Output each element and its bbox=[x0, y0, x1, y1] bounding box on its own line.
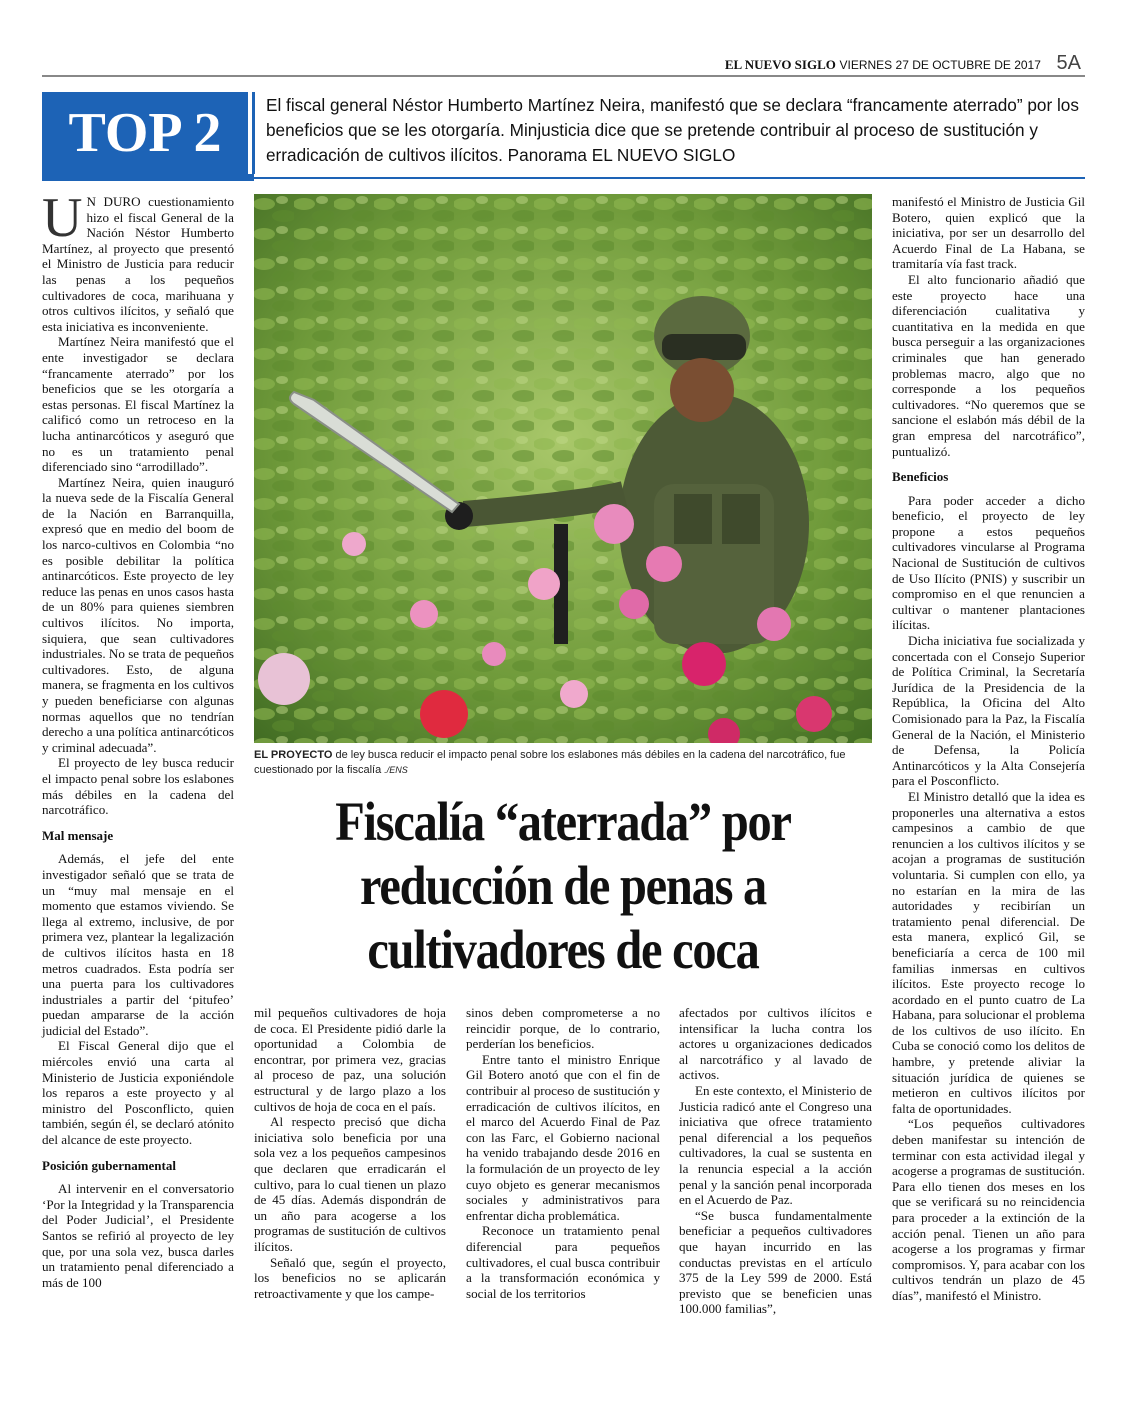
page-number: 5A bbox=[1056, 52, 1081, 74]
paragraph: El proyecto de ley busca reducir el impacto penal sobre los eslabones más débiles en la cadena del narcotráfico. bbox=[42, 755, 234, 818]
paragraph: Además, el jefe del ente investigador señaló que se trata de un “muy mal mensaje en el momento que estamos viviendo. Se llega al extremo, inclusive, de por primera vez, plantear la legalización de cultivos ilícitos hasta en 18 metros cuadrados. Esta podría ser una puerta para los cultivadores industriales a partir del ‘pitufeo’ puedan ampararse de la acción judicial del Estado”. bbox=[42, 851, 234, 1038]
drop-cap: U bbox=[42, 187, 83, 249]
soldier-in-poppy-field-image bbox=[254, 194, 872, 743]
photo-caption bbox=[254, 748, 872, 778]
paragraph: N DURO cuestionamiento hizo el fiscal General de la Nación Néstor Humberto Martínez, al proyecto que presentó el Ministro de Justicia para reducir las penas a los pequeños cultivadores de coca, marihuana y otros cultivos ilícitos, y señaló que esta iniciativa es inconveniente. bbox=[42, 194, 234, 334]
paragraph: Martínez Neira, quien inauguró la nueva sede de la Fiscalía General de la Nación en Barranquilla, expresó que en medio del boom de los narco-cultivos en Colombia “no es posible debilitar la política antinarcóticos. Este proyecto de ley reduce las penas en unos casos hasta de un 80% para quienes siembren cultivos ilícitos. No importa, siquiera, que sean cultivadores industriales. No se trata de pequeños cultivadores. Esto, de alguna manera, se fragmenta en los cultivos y pueden beneficiarse con algunas normas aquellos que no tendrían derecho a una política antinarcóticos y criminal adecuada”. bbox=[42, 474, 234, 755]
top-rule bbox=[42, 75, 1085, 77]
paragraph: manifestó el Ministro de Justicia Gil Botero, quien explicó que la iniciativa, por ser un desarrollo del Acuerdo Final de La Habana, se tramitaría vía fast track. bbox=[892, 194, 1085, 272]
subheading: Mal mensaje bbox=[42, 827, 114, 843]
paragraph: Señaló que, según el proyecto, los beneficios no se aplicarán retroactivamente y que los campe- bbox=[254, 1254, 446, 1301]
paragraph: El Fiscal General dijo que el miércoles envió una carta al Ministerio de Justicia exponiéndole los reparos a este proyecto y al ministro del Posconflicto, quien también, según él, se declaró atónito del alcance de este proyecto. bbox=[42, 1038, 234, 1148]
lead-rule bbox=[254, 177, 1085, 179]
article-column-5 bbox=[892, 194, 1085, 1304]
paragraph: Dicha iniciativa fue socializada y concertada con el Consejo Superior de Política Criminal, la Secretaría Jurídica de la Presidencia de la República, la Oficina del Alto Comisionado para la Paz, la Fiscalía General de la Nación, el Ministerio de Defensa, la Policía Antinarcóticos y la Alta Consejería para el Posconflicto. bbox=[892, 633, 1085, 789]
subheading: Beneficios bbox=[892, 469, 949, 485]
paragraph: Al intervenir en el conversatorio ‘Por la Integridad y la Transparencia del Poder Judicial’, el Presidente Santos se refirió al proyecto de ley que, por una sola vez, busca darles un tratamiento penal diferenciado a más de 100 bbox=[42, 1181, 234, 1290]
paragraph: mil pequeños cultivadores de hoja de coca. El Presidente pidió darle la oportunidad a Colombia de encontrar, por primera vez, gracias al proceso de paz, una solución estructural y de largo plazo a los cultivos de hoja de coca en el país. bbox=[254, 1005, 446, 1114]
subheading: Posición gubernamental bbox=[42, 1157, 176, 1173]
masthead bbox=[725, 52, 1081, 75]
paragraph: afectados por cultivos ilícitos e intensificar la lucha contra los actores u organizaciones dedicados al narcotráfico y al lavado de activos. bbox=[679, 1005, 872, 1083]
paragraph: “Los pequeños cultivadores deben manifestar su intención de terminar con esta actividad ilegal y acogerse a programas de sustitución. Para ello tienen dos meses en los que se verificará su no reincidencia para proceder a la extinción de la acción penal. Tienen un año para acogerse a los programas y firmar compromisos. Y, para acabar con los cultivos tendrán un plazo de 45 días”, manifestó el Ministro. bbox=[892, 1116, 1085, 1303]
article-column-4 bbox=[679, 1005, 872, 1317]
paragraph: En este contexto, el Ministerio de Justicia radicó ante el Congreso una iniciativa que ofrece tratamiento penal diferencial a los pequeños cultivadores, la cual se sustenta en la renuncia especial a la acción penal y la sanción penal incorporada en el Acuerdo de Paz. bbox=[679, 1082, 872, 1208]
article-photo bbox=[254, 194, 872, 743]
paragraph: El alto funcionario añadió que este proyecto hace una diferenciación cualitativa y cuantitativa en la medida en que busca perseguir a las organizaciones criminales que han generado problemas macro, algo que no corresponde a los pequeños cultivadores. “No queremos que se sancione el eslabón más débil de la gran empresa del narcotráfico”, puntualizó. bbox=[892, 271, 1085, 459]
paragraph: “Se busca fundamentalmente beneficiar a pequeños cultivadores que hayan incurrido en las conductas previstas en el artículo 375 de la Ley 599 de 2000. Está previsto que se beneficien unas 100.000 familias”, bbox=[679, 1207, 872, 1317]
caption-label: EL PROYECTO bbox=[254, 749, 333, 761]
paragraph: sinos deben comprometerse a no reincidir porque, de lo contrario, perderían los beneficios. bbox=[466, 1005, 660, 1052]
paragraph: Martínez Neira manifestó que el ente investigador se declara “francamente aterrado” por los beneficios que se les otorgaría a estas personas. El fiscal Martínez la calificó como un retroceso en la lucha antinarcóticos y aseguró que no es un tratamiento penal diferenciado sino “arrodillado”. bbox=[42, 334, 234, 475]
photo-credit: ./ENS bbox=[384, 765, 408, 775]
lead-summary: El fiscal general Néstor Humberto Martínez Neira, manifestó que se declara “francamente aterrado” por los beneficios que se les otorgaría. Minjusticia dice que se pretende contribuir al proceso de sustitución y erradicación de cultivos ilícitos. Panorama EL NUEVO SIGLO bbox=[266, 95, 1079, 165]
section-badge: TOP 2 bbox=[42, 92, 248, 174]
issue-date: VIERNES 27 DE OCTUBRE DE 2017 bbox=[839, 58, 1041, 72]
paragraph: Reconoce un tratamiento penal diferencial para pequeños cultivadores, el cual busca contribuir a la transformación económica y social de los territorios bbox=[466, 1223, 660, 1301]
article-column-1 bbox=[42, 187, 234, 1290]
caption-text: de ley busca reducir el impacto penal sobre los eslabones más débiles en la cadena del narcotráfico, fue cuestionado por la fiscalía bbox=[254, 749, 846, 776]
paragraph: El Ministro detalló que la idea es proponerles una alternativa a estos campesinos a cambio de que renuncien a los cultivos ilícitos y se acojan a programas de sustitución voluntaria. Si cumplen con ello, ya no estarían en la mira de las autoridades y recibirían un tratamiento penal diferencial. De esta manera, explicó Gil, se beneficiaría a cerca de 100 mil familias inmersas en cultivos ilícitos. Este proyecto recoge lo acordado en el punto cuatro de La Habana, para solucionar el problema de los cultivos de uso ilícito. En Cuba se conoció como los delitos de hambre, y pretende aliviar la situación jurídica de quienes se metieron en cultivos ilícitos por falta de oportunidades. bbox=[892, 788, 1085, 1116]
badge-underline bbox=[42, 174, 254, 181]
newspaper-name: EL NUEVO SIGLO bbox=[724, 57, 836, 72]
paragraph: Entre tanto el ministro Enrique Gil Botero anotó que con el fin de contribuir al proceso de sustitución y erradicación de cultivos ilícitos, en el marco del Acuerdo Final de Paz con las Farc, el Gobierno nacional ha venido trabajando desde 2016 en la formulación de un proyecto de ley cuyo objeto es generar mecanismos sociales y administrativos para enfrentar dicha problemática. bbox=[466, 1051, 660, 1223]
paragraph: Al respecto precisó que dicha iniciativa solo beneficia por una sola vez a los pequeños campesinos que declaren que erradicarán el cultivo, para lo cual tienen un plazo de 45 días. Además dispondrán de un año para acogerse a los programas de sustitución de cultivos ilícitos. bbox=[254, 1114, 446, 1254]
article-column-2 bbox=[254, 1005, 446, 1301]
paragraph: Para poder acceder a dicho beneficio, el proyecto de ley propone a estos pequeños cultivadores vincularse al Programa Nacional de Sustitución de cultivos de Uso Ilícito (PNIS) y suscribir un compromiso en el que renuncien a cultivar o mantener plantaciones ilícitas. bbox=[892, 492, 1085, 633]
article-column-3 bbox=[466, 1005, 660, 1301]
article-headline: Fiscalía “aterrada” por reducción de penas a cultivadores de coca bbox=[335, 791, 791, 980]
opening-paragraph bbox=[42, 187, 234, 334]
